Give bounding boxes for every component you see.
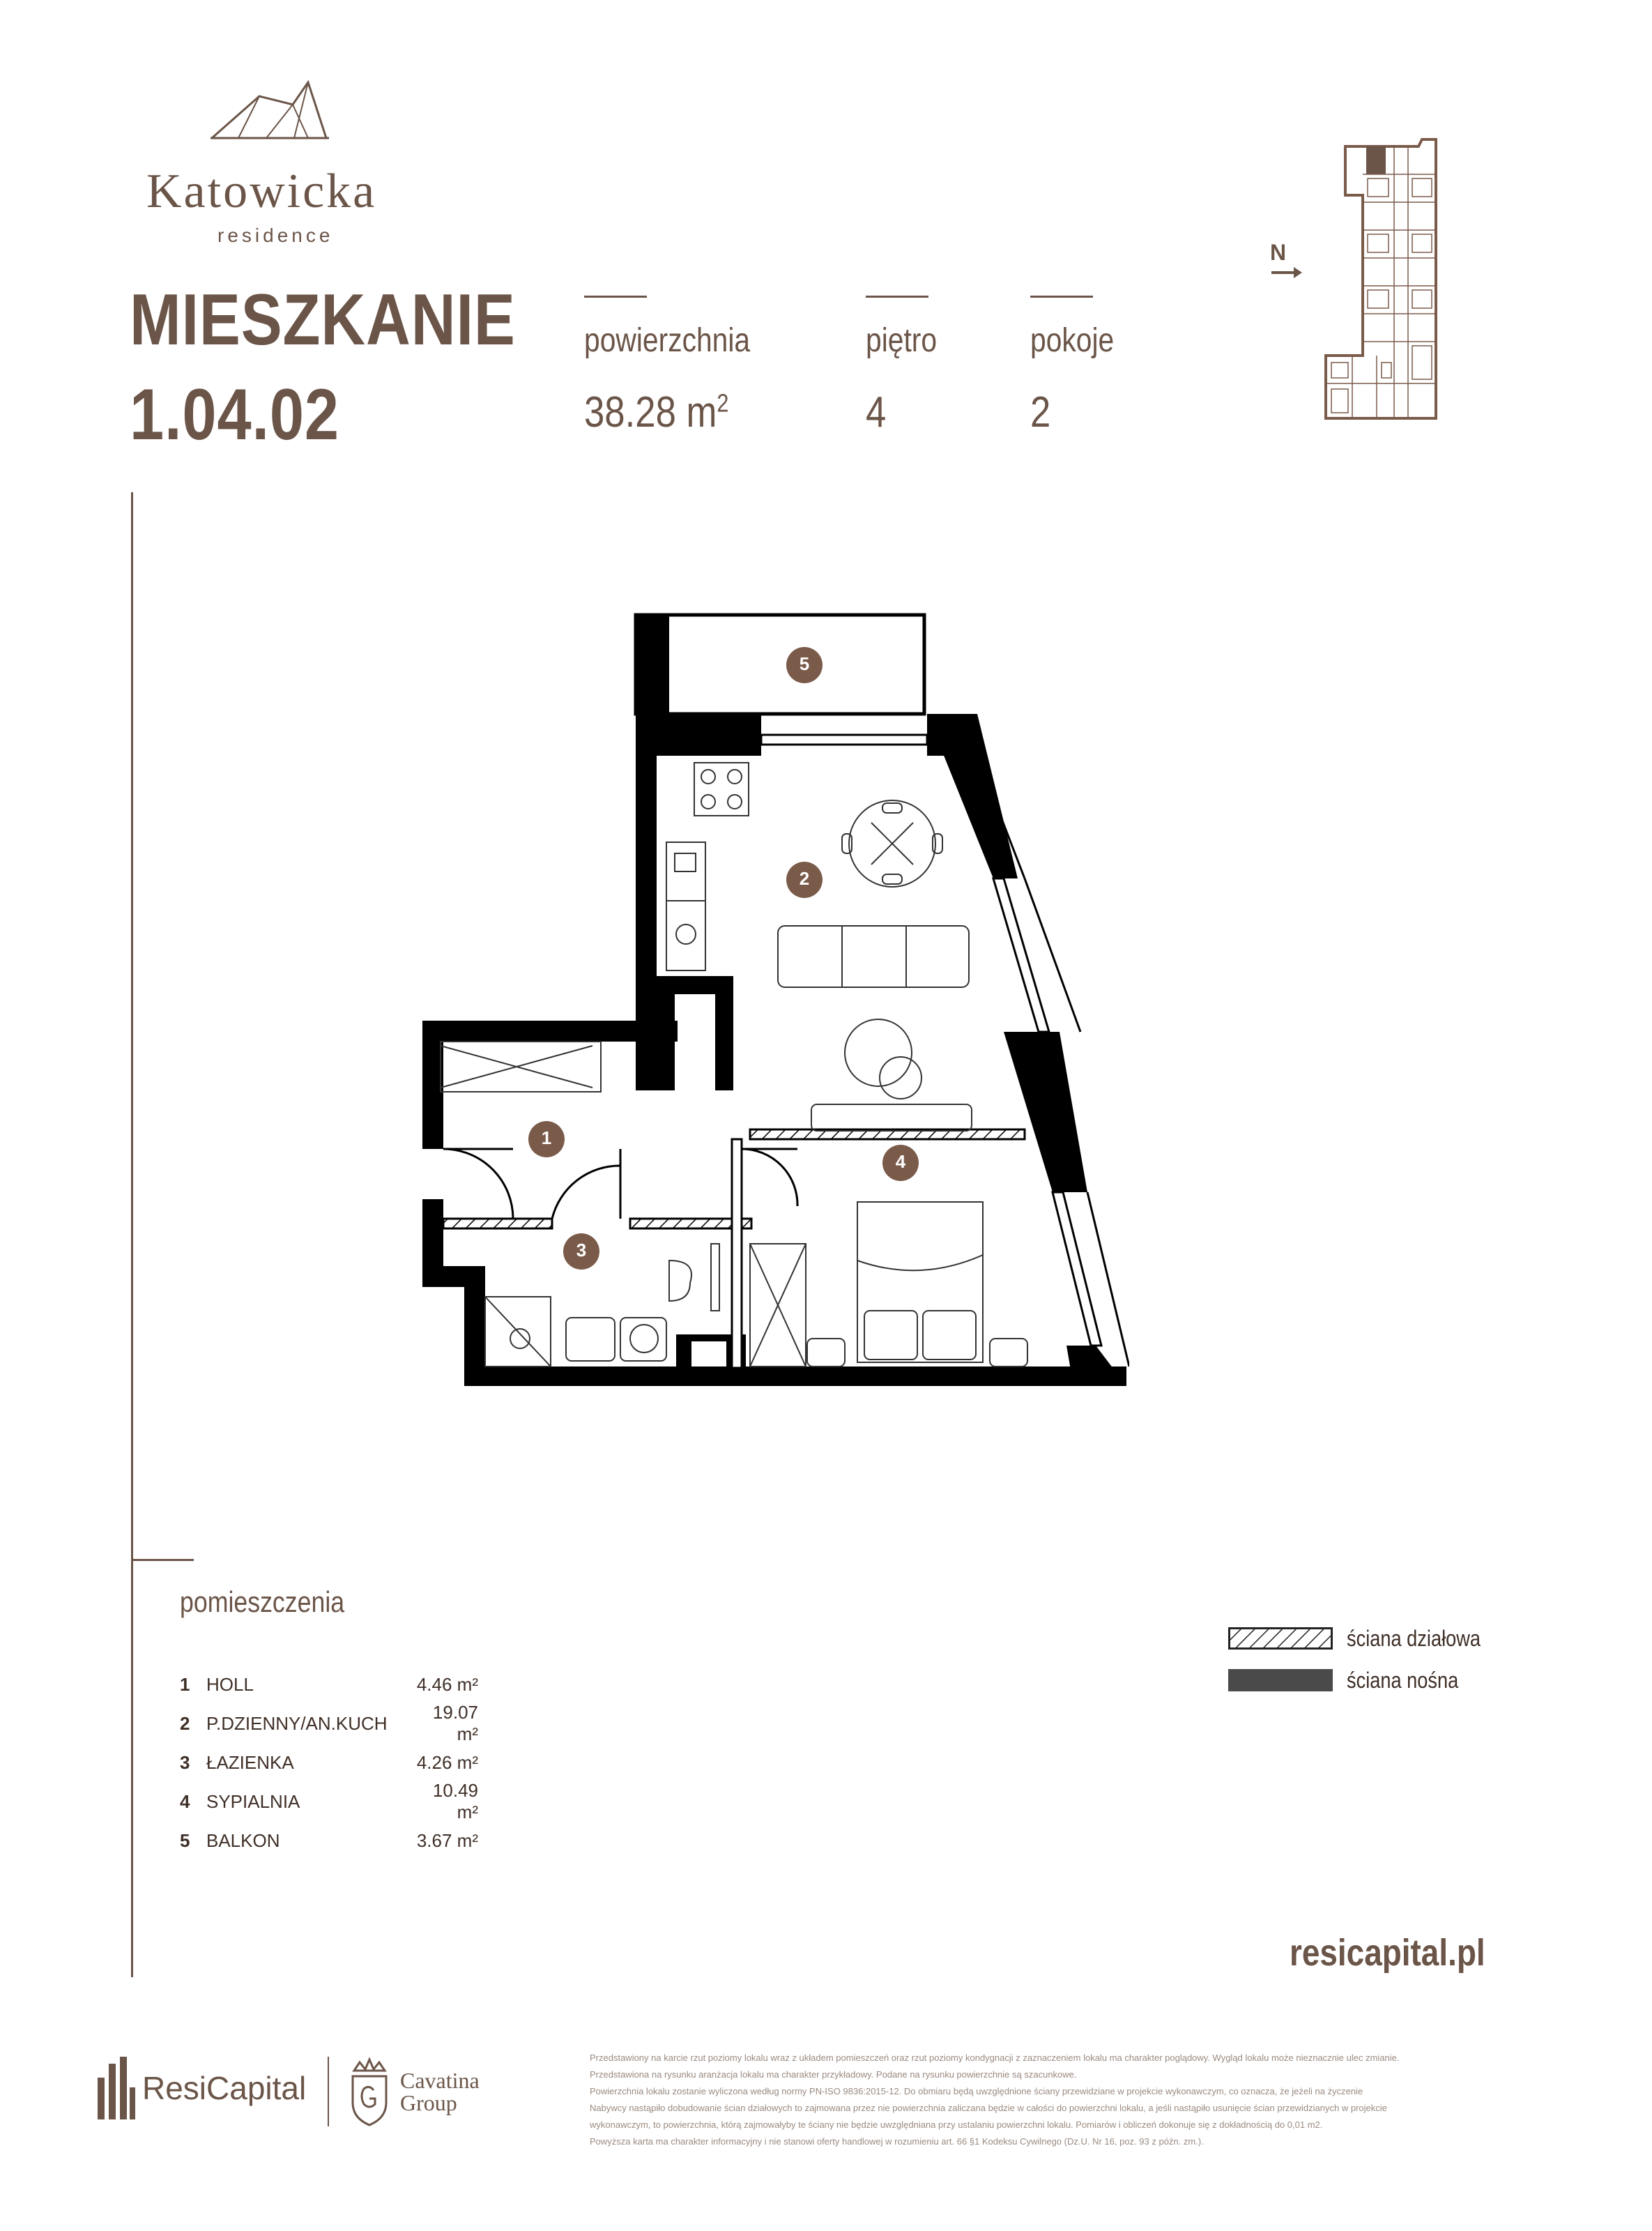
door-swings (443, 1149, 797, 1219)
disclaimer-line: wykonawczym, to powierzchnia, którą zajmowałyby te ściany nie będzie uwzględniana przy ustalaniu powierzchni lokalu. Pomiarów i obliczeń dokonuje się z dokładnością do 0,01 m2. (590, 2119, 1323, 2130)
left-vertical-rule (131, 492, 133, 1977)
list-item: 4 SYPIALNIA 10.49 m² (180, 1780, 478, 1822)
disclaimer-line: Nabywcy nastąpiło dobudowanie ścian działowych to zajmowana przez nie powierzchnia zaliczana będzie w całości do powierzchni lokalu, a jeśli nastąpiło usunięcie ścian przewidzianych w projekcie (590, 2103, 1387, 2113)
page-title-line1: MIESZKANIE (130, 280, 516, 360)
floor-plan (362, 586, 1129, 1450)
stat-rule (866, 296, 928, 298)
cavatina-crest-icon (349, 2057, 390, 2126)
cavatina-name: Cavatina (400, 2068, 480, 2093)
stat-area-value: 38.28 $m^2$ (584, 388, 729, 436)
mountain-logo-icon (211, 77, 336, 146)
stat-rooms (1030, 296, 1129, 437)
stat-rule (1030, 296, 1093, 298)
rooms-list (180, 1665, 478, 1860)
logo-divider (328, 2057, 329, 2126)
page-title-line2: 1.04.02 (130, 374, 339, 455)
brand-subtitle: residence (217, 224, 334, 246)
rooms-title: pomieszczenia (180, 1585, 345, 1618)
disclaimer-line: Powyższa karta ma charakter informacyjny i nie stanowi oferty handlowej w rozumieniu art. 66 §1 Kodeksu Cywilnego (Dz.U. Nr 16, poz. 93 z późn. zm.). (590, 2136, 1204, 2147)
list-item: 5 BALKON 3.67 m² (180, 1829, 478, 1851)
list-item: 2 P.DZIENNY/AN.KUCH 19.07 m² (180, 1702, 478, 1744)
brand-logo (139, 77, 404, 258)
resicapital-logo (96, 2057, 306, 2119)
stat-rooms-value: 2 (1030, 388, 1051, 436)
marker-1: 1 (541, 1127, 552, 1148)
bearing-wall-swatch (1228, 1669, 1333, 1691)
disclaimer-line: Przedstawiona na rysunku aranżacja lokalu ma charakter przykładowy. Podane na rysunku powierzchnie są szacunkowe. (590, 2069, 1077, 2080)
partition-wall-swatch (1228, 1627, 1333, 1650)
cavatina-logo (349, 2057, 480, 2126)
disclaimer-line: Przedstawiony na karcie rzut poziomy lokalu wraz z układem pomieszczeń oraz rzut poziomy kondygnacji z zaznaczeniem lokalu ma charakter poglądowy. Wygląd lokalu może nieznacznie ulec zmianie. (590, 2053, 1400, 2063)
rooms-top-rule (131, 1559, 194, 1561)
stat-floor-label: piętro (866, 322, 938, 359)
legend (1228, 1624, 1504, 1694)
stat-floor-value: 4 (866, 388, 887, 436)
brand-name: Katowicka (146, 165, 377, 218)
partition-walls (443, 1129, 1025, 1368)
stat-area-label: powierzchnia (584, 322, 751, 359)
bearing-walls (422, 714, 1126, 1386)
north-label: N (1270, 240, 1287, 265)
resicapital-mark-icon (96, 2057, 135, 2119)
list-item: 3 ŁAZIENKA 4.26 m² (180, 1751, 478, 1773)
disclaimer-line: Powierzchnia lokalu zostanie wyliczona według normy PN-ISO 9836:2015-12. Do obmiaru będą uwzględnione ściany przewidziane w projekcie wykonawczym, co oznacza, że jeżeli na życzenie (590, 2086, 1363, 2096)
marker-2: 2 (799, 868, 810, 889)
north-indicator (1270, 240, 1305, 284)
marker-5: 5 (799, 653, 810, 674)
legend-bearing-label: ściana nośna (1347, 1667, 1459, 1693)
building-keyplan (1324, 132, 1450, 425)
cavatina-group: Group (400, 2090, 457, 2115)
marker-4: 4 (895, 1151, 906, 1172)
stat-rule (584, 296, 647, 298)
list-item: 1 HOLL 4.46 m² (180, 1673, 478, 1695)
balcony-outline (636, 615, 924, 714)
disclaimer (590, 2050, 1510, 2150)
stat-area (584, 296, 779, 437)
marker-3: 3 (576, 1240, 587, 1261)
north-arrow-icon (1270, 264, 1305, 281)
legend-partition-label: ściana działowa (1347, 1625, 1481, 1651)
website-link[interactable]: resicapital.pl (1290, 1932, 1485, 1974)
stat-rooms-label: pokoje (1030, 322, 1115, 359)
resicapital-name: ResiCapital (142, 2070, 307, 2106)
stat-floor (866, 296, 949, 437)
